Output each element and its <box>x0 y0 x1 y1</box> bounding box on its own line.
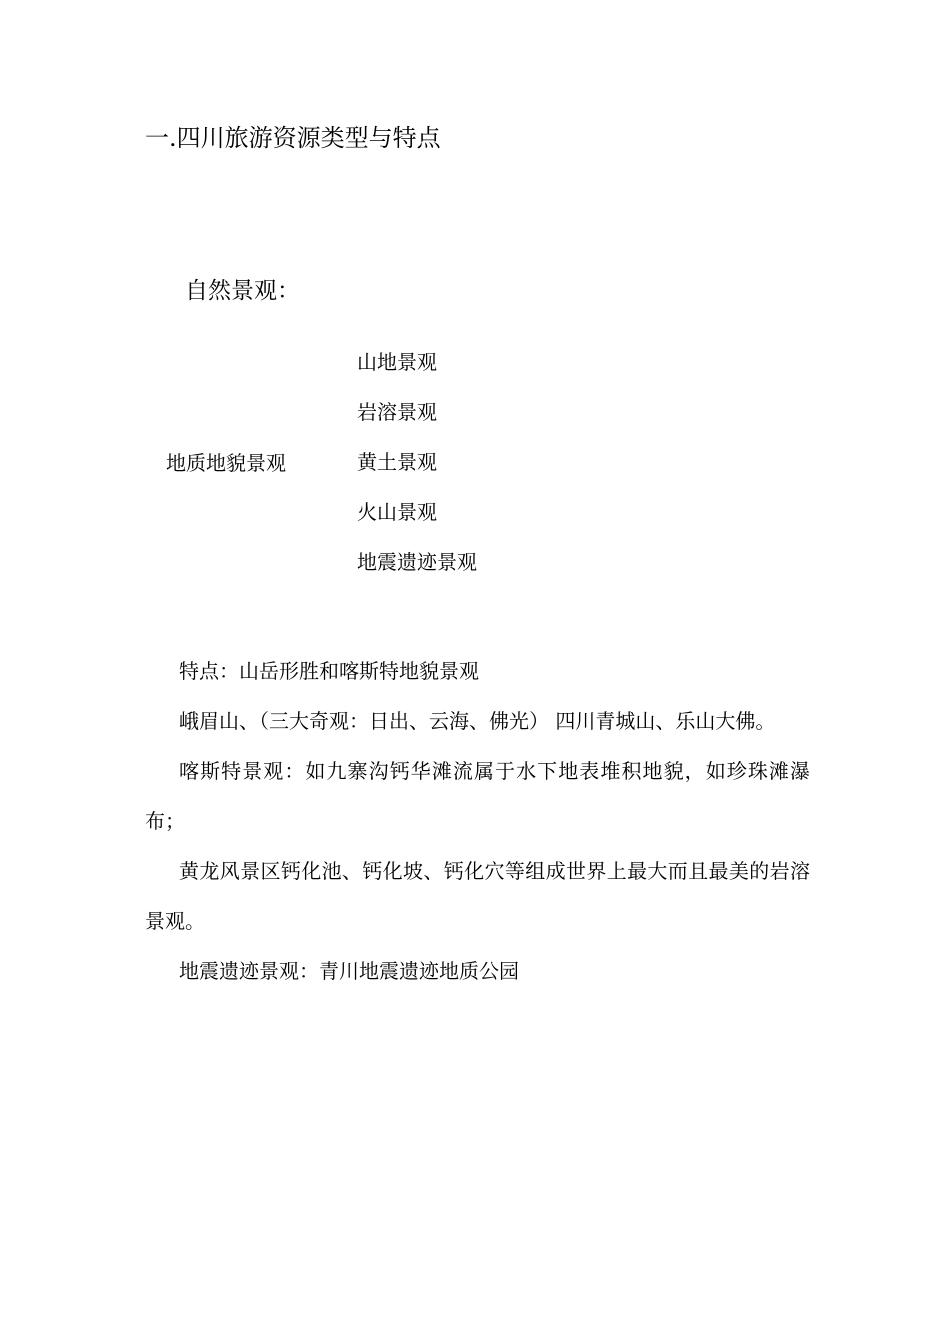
paragraph-huanglong: 黄龙风景区钙化池、钙化坡、钙化穴等组成世界上最大而且最美的岩溶景观。 <box>145 859 810 933</box>
subtype-volcanic: 火山景观 <box>357 500 437 524</box>
subtype-earthquake-relics: 地震遗迹景观 <box>357 550 477 574</box>
section-heading: 一.四川旅游资源类型与特点 <box>145 124 441 152</box>
paragraph-karst-jiuzhaigou: 喀斯特景观：如九寨沟钙华滩流属于水下地表堆积地貌，如珍珠滩瀑布； <box>145 759 810 833</box>
subtype-mountain: 山地景观 <box>357 350 437 374</box>
paragraph-emei: 峨眉山、（三大奇观：日出、云海、佛光） 四川青城山、乐山大佛。 <box>179 709 776 733</box>
geology-category-label: 地质地貌景观 <box>166 451 286 475</box>
subtype-karst: 岩溶景观 <box>357 400 437 424</box>
body-text <box>145 646 810 996</box>
landscape-subtype-list <box>357 347 477 597</box>
paragraph-features: 特点：山岳形胜和喀斯特地貌景观 <box>179 659 479 683</box>
paragraph-earthquake-park: 地震遗迹景观：青川地震遗迹地质公园 <box>179 959 519 983</box>
natural-landscape-subheading: 自然景观： <box>185 278 300 304</box>
subtype-loess: 黄土景观 <box>357 450 437 474</box>
